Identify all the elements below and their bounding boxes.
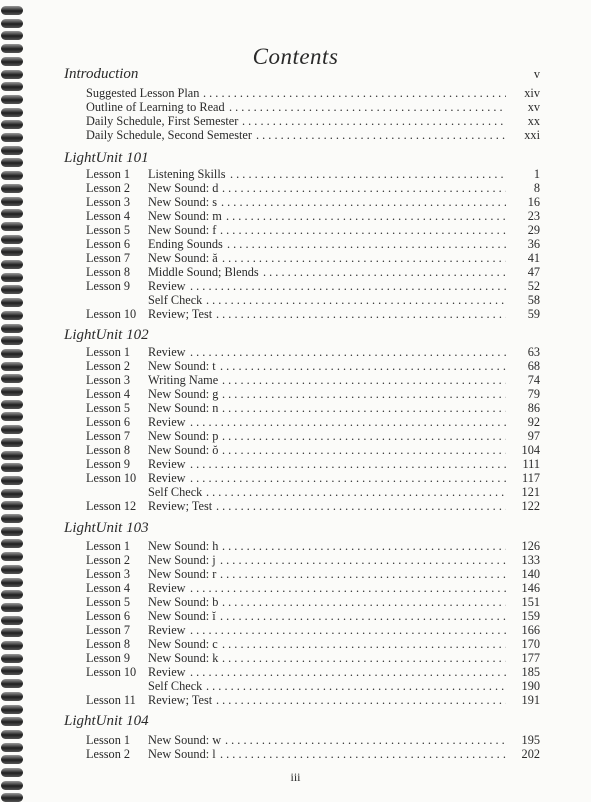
lesson-number: Lesson 4 [86, 581, 131, 595]
toc-entry [0, 223, 540, 238]
entry-title: Review [148, 457, 186, 471]
dot-leader [226, 209, 506, 224]
toc-entry [0, 651, 540, 666]
lesson-number: Lesson 5 [86, 401, 131, 415]
entry-title: New Sound: t [148, 359, 216, 373]
entry-title: New Sound: g [148, 387, 219, 401]
lesson-number: Lesson 9 [86, 457, 131, 471]
toc-entry [0, 443, 540, 458]
dot-leader [222, 637, 506, 652]
dot-leader [190, 581, 506, 596]
toc-entry [0, 567, 540, 582]
dot-leader [203, 86, 506, 101]
page-ref: 177 [521, 651, 540, 665]
dot-leader [220, 223, 506, 238]
lesson-number: Lesson 6 [86, 609, 131, 623]
page-ref: 97 [527, 429, 540, 443]
dot-leader [216, 307, 506, 322]
toc-entry [0, 167, 540, 182]
entry-title: Review [148, 415, 186, 429]
toc-entry [0, 307, 540, 322]
page-ref: 159 [521, 609, 540, 623]
toc-entry [0, 265, 540, 280]
entry-title: Outline of Learning to Read [86, 100, 225, 114]
lesson-number: Lesson 9 [86, 651, 131, 665]
lesson-number: Lesson 1 [86, 345, 131, 359]
entry-title: Middle Sound; Blends [148, 265, 259, 279]
lesson-number: Lesson 8 [86, 265, 131, 279]
lesson-number: Lesson 12 [86, 499, 137, 513]
entry-title: New Sound: p [148, 429, 219, 443]
toc-entry [0, 359, 540, 374]
lesson-number: Lesson 2 [86, 747, 131, 761]
dot-leader [222, 401, 506, 416]
dot-leader [222, 651, 506, 666]
toc-entry [0, 665, 540, 680]
dot-leader [225, 733, 506, 748]
entry-title: New Sound: ŏ [148, 443, 219, 457]
dot-leader [263, 265, 506, 280]
dot-leader [222, 387, 506, 402]
toc-entry [0, 595, 540, 610]
lesson-number: Lesson 7 [86, 251, 131, 265]
page-ref: 74 [527, 373, 540, 387]
spiral-coil [1, 146, 23, 155]
lesson-number: Lesson 2 [86, 181, 131, 195]
dot-leader [220, 609, 506, 624]
page-ref: v [533, 67, 540, 81]
page-ref: 47 [527, 265, 540, 279]
page-ref: 170 [521, 637, 540, 651]
page-ref: 86 [527, 401, 540, 415]
spiral-coil [1, 717, 23, 726]
dot-leader [220, 567, 506, 582]
toc-entry [0, 609, 540, 624]
lesson-number: Lesson 2 [86, 359, 131, 373]
toc-entry [0, 471, 540, 486]
entry-title: Listening Skills [148, 167, 226, 181]
lesson-number: Lesson 10 [86, 665, 137, 679]
dot-leader [242, 114, 506, 129]
dot-leader [190, 345, 506, 360]
toc-entry [0, 415, 540, 430]
page-ref: 23 [527, 209, 540, 223]
dot-leader [230, 167, 506, 182]
lesson-number: Lesson 10 [86, 307, 137, 321]
lesson-number: Lesson 1 [86, 539, 131, 553]
page-ref: 92 [527, 415, 540, 429]
page-ref: 16 [527, 195, 540, 209]
page-ref: 29 [527, 223, 540, 237]
toc-entry [0, 401, 540, 416]
entry-title: Writing Name [148, 373, 219, 387]
page-ref: 122 [521, 499, 540, 513]
entry-title: New Sound: m [148, 209, 222, 223]
toc-entry [0, 553, 540, 568]
page-ref: 79 [527, 387, 540, 401]
lesson-number: Lesson 3 [86, 195, 131, 209]
entry-title: Review [148, 471, 186, 485]
entry-title: Review [148, 623, 186, 637]
lesson-number: Lesson 3 [86, 373, 131, 387]
toc-entry [0, 293, 540, 308]
page-ref: 36 [527, 237, 540, 251]
lesson-number: Lesson 4 [86, 387, 131, 401]
dot-leader [190, 623, 506, 638]
toc-entry [0, 114, 540, 129]
toc-entry [0, 457, 540, 472]
dot-leader [206, 485, 506, 500]
entry-title: Review; Test [148, 499, 213, 513]
page-ref: 1 [533, 167, 540, 181]
lesson-number: Lesson 7 [86, 623, 131, 637]
dot-leader [222, 595, 506, 610]
page-ref: 140 [521, 567, 540, 581]
dot-leader [229, 100, 506, 115]
entry-title: Review [148, 279, 186, 293]
page-ref: 126 [521, 539, 540, 553]
dot-leader [220, 747, 506, 762]
toc-entry [0, 581, 540, 596]
page-ref: 104 [521, 443, 540, 457]
dot-leader [222, 373, 506, 388]
entry-title: Self Check [148, 485, 203, 499]
lesson-number: Lesson 8 [86, 443, 131, 457]
entry-title: New Sound: j [148, 553, 216, 567]
toc-entry [0, 86, 540, 101]
entry-title: New Sound: l [148, 747, 216, 761]
dot-leader [220, 359, 506, 374]
spiral-coil [1, 514, 23, 523]
spiral-coil [1, 336, 23, 345]
toc-entry [0, 100, 540, 115]
lesson-number: Lesson 10 [86, 471, 137, 485]
entry-title: Suggested Lesson Plan [86, 86, 200, 100]
dot-leader [222, 251, 506, 266]
lesson-number: Lesson 1 [86, 167, 131, 181]
entry-title: New Sound: c [148, 637, 218, 651]
lesson-number: Lesson 7 [86, 429, 131, 443]
spiral-coil [1, 31, 23, 40]
entry-title: New Sound: ă [148, 251, 218, 265]
page-ref: 151 [521, 595, 540, 609]
dot-leader [227, 237, 506, 252]
lesson-number: Lesson 5 [86, 595, 131, 609]
page-ref: 133 [521, 553, 540, 567]
entry-title: New Sound: b [148, 595, 219, 609]
dot-leader [216, 693, 506, 708]
entry-title: New Sound: r [148, 567, 217, 581]
toc-entry [0, 733, 540, 748]
entry-title: Ending Sounds [148, 237, 223, 251]
entry-title: Review [148, 581, 186, 595]
toc-entry [0, 679, 540, 694]
page-ref: 68 [527, 359, 540, 373]
entry-title: Self Check [148, 293, 203, 307]
entry-title: New Sound: f [148, 223, 217, 237]
page-ref: xiv [524, 86, 540, 100]
dot-leader [222, 539, 506, 554]
toc-entry [0, 237, 540, 252]
page-number: iii [290, 770, 301, 784]
spiral-coil [1, 19, 23, 28]
page-ref: 8 [533, 181, 540, 195]
lesson-number: Lesson 1 [86, 733, 131, 747]
page-ref: 146 [521, 581, 540, 595]
dot-leader [222, 181, 506, 196]
dot-leader [190, 415, 506, 430]
toc-entry [0, 693, 540, 708]
dot-leader [190, 279, 506, 294]
page-ref: 190 [521, 679, 540, 693]
toc-entry [0, 539, 540, 554]
dot-leader [206, 679, 506, 694]
toc-entry [0, 623, 540, 638]
page-title: Contents [252, 44, 339, 69]
toc-entry [0, 499, 540, 514]
spiral-coil [1, 527, 23, 536]
entry-title: Self Check [148, 679, 203, 693]
lesson-number: Lesson 5 [86, 223, 131, 237]
page-ref: 195 [521, 733, 540, 747]
page-ref: xv [527, 100, 540, 114]
entry-title: Review; Test [148, 693, 213, 707]
section-heading: LightUnit 101 [64, 150, 149, 166]
page-ref: 63 [527, 345, 540, 359]
entry-title: Review [148, 345, 186, 359]
dot-leader [206, 293, 506, 308]
entry-title: New Sound: n [148, 401, 219, 415]
section-heading: LightUnit 102 [64, 327, 149, 343]
section-heading: LightUnit 104 [64, 713, 149, 729]
entry-title: Daily Schedule, Second Semester [86, 128, 252, 142]
lesson-number: Lesson 2 [86, 553, 131, 567]
toc-entry [0, 429, 540, 444]
spiral-coil [1, 6, 23, 15]
page-ref: 111 [522, 457, 540, 471]
page-ref: 185 [521, 665, 540, 679]
entry-title: New Sound: w [148, 733, 222, 747]
toc-entry [0, 195, 540, 210]
page-ref: 58 [527, 293, 540, 307]
entry-title: New Sound: ĭ [148, 609, 216, 623]
lesson-number: Lesson 9 [86, 279, 131, 293]
section-heading: LightUnit 103 [64, 520, 149, 536]
page-ref: 202 [521, 747, 540, 761]
page-ref: xx [527, 114, 540, 128]
entry-title: Review [148, 665, 186, 679]
dot-leader [222, 443, 506, 458]
section-heading: Introduction [64, 66, 139, 82]
toc-entry [0, 279, 540, 294]
toc-entry [0, 345, 540, 360]
page-ref: 166 [521, 623, 540, 637]
introduction-heading-row [0, 67, 540, 85]
page-ref: 121 [521, 485, 540, 499]
dot-leader [221, 195, 506, 210]
spiral-coil [1, 324, 23, 333]
lesson-number: Lesson 6 [86, 415, 131, 429]
dot-leader [216, 499, 506, 514]
page-ref: 41 [527, 251, 540, 265]
entry-title: Daily Schedule, First Semester [86, 114, 239, 128]
page-ref: 52 [527, 279, 540, 293]
page-ref: 117 [522, 471, 540, 485]
toc-entry [0, 373, 540, 388]
toc-entry [0, 637, 540, 652]
dot-leader [256, 128, 506, 143]
page-ref: 59 [527, 307, 540, 321]
dot-leader [190, 457, 506, 472]
toc-entry [0, 747, 540, 762]
page-ref: 191 [521, 693, 540, 707]
entry-title: New Sound: h [148, 539, 219, 553]
dot-leader [190, 471, 506, 486]
toc-entry [0, 485, 540, 500]
toc-entry [0, 209, 540, 224]
dot-leader [190, 665, 506, 680]
lesson-number: Lesson 8 [86, 637, 131, 651]
entry-title: New Sound: k [148, 651, 219, 665]
toc-entry [0, 128, 540, 143]
lesson-number: Lesson 3 [86, 567, 131, 581]
spiral-coil [1, 793, 23, 802]
entry-title: New Sound: d [148, 181, 219, 195]
lesson-number: Lesson 4 [86, 209, 131, 223]
page-ref: xxi [524, 128, 540, 142]
entry-title: Review; Test [148, 307, 213, 321]
toc-entry [0, 387, 540, 402]
entry-title: New Sound: s [148, 195, 218, 209]
dot-leader [220, 553, 506, 568]
dot-leader [222, 429, 506, 444]
lesson-number: Lesson 6 [86, 237, 131, 251]
lesson-number: Lesson 11 [86, 693, 136, 707]
toc-entry [0, 251, 540, 266]
toc-entry [0, 181, 540, 196]
